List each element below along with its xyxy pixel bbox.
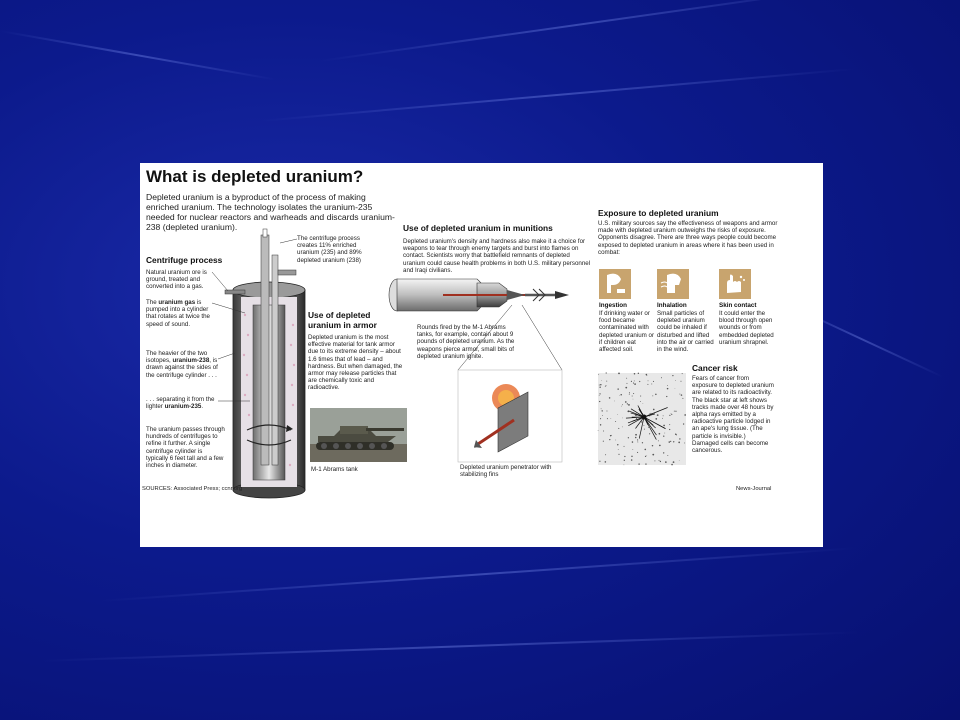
background-speck [602, 415, 603, 416]
background-speck [662, 418, 663, 419]
background-speck [658, 440, 659, 441]
skin-contact-label: Skin contact [719, 302, 757, 309]
background-speck [669, 415, 670, 416]
background-speck [600, 384, 601, 385]
background-speck [599, 386, 600, 387]
background-speck [622, 404, 623, 405]
background-speck [655, 394, 656, 395]
background-speck [634, 383, 636, 385]
background-speck [653, 409, 655, 411]
skin-contact-text: It could enter the blood through open wounds or from embedded depleted uranium shrapnel. [719, 310, 774, 346]
background-speck [628, 404, 630, 406]
background-speck [671, 413, 672, 414]
background-speck [643, 403, 644, 404]
background-speck [614, 401, 615, 402]
background-speck [675, 380, 676, 381]
background-speck [618, 428, 619, 429]
background-speck [672, 375, 673, 376]
background-streak [0, 30, 276, 81]
background-speck [633, 393, 634, 394]
background-speck [622, 426, 623, 427]
background-speck [624, 465, 625, 466]
alpha-track-star-image [598, 373, 686, 465]
exposure-heading: Exposure to depleted uranium [598, 208, 719, 218]
background-speck [665, 461, 667, 463]
background-speck [637, 439, 638, 440]
background-speck [610, 435, 611, 436]
background-speck [631, 456, 632, 457]
background-speck [605, 386, 606, 387]
background-speck [652, 454, 654, 456]
inhalation-icon [657, 269, 689, 299]
page-title: What is depleted uranium? [146, 167, 364, 186]
background-speck [668, 441, 670, 443]
background-speck [629, 392, 630, 393]
background-speck [649, 413, 650, 414]
background-speck [598, 430, 599, 431]
background-speck [619, 395, 620, 396]
background-speck [663, 415, 664, 416]
background-speck [621, 406, 622, 407]
background-speck [638, 463, 639, 464]
background-speck [606, 372, 607, 373]
background-speck [644, 429, 645, 430]
background-speck [617, 444, 618, 445]
background-speck [624, 460, 625, 461]
background-speck [633, 399, 634, 400]
background-speck [635, 437, 637, 439]
background-speck [643, 425, 644, 426]
background-speck [638, 442, 639, 443]
background-speck [626, 383, 627, 384]
background-speck [606, 381, 607, 382]
background-speck [669, 429, 670, 430]
background-speck [629, 394, 630, 395]
background-speck [671, 414, 672, 415]
background-speck [682, 373, 683, 374]
background-speck [609, 439, 610, 440]
background-speck [631, 381, 632, 382]
background-speck [617, 388, 618, 389]
centrifuge-top-caption: The centrifuge process creates 11% enriched uranium (235) and 89% depleted uranium (238) [297, 235, 362, 264]
background-speck [675, 388, 676, 389]
background-speck [654, 460, 655, 461]
background-streak [40, 631, 860, 662]
background-speck [615, 440, 616, 441]
background-speck [637, 452, 638, 453]
munitions-heading: Use of depleted uranium in munitions [403, 223, 553, 233]
background-speck [632, 441, 634, 443]
background-speck [618, 449, 619, 450]
centrifuge-heading: Centrifuge process [146, 255, 223, 265]
background-speck [603, 441, 604, 442]
ingestion-icon [599, 269, 631, 299]
penetrator-impact-image [458, 370, 562, 462]
background-streak [320, 0, 835, 62]
background-speck [648, 427, 649, 428]
background-speck [667, 388, 669, 390]
background-speck [618, 372, 620, 374]
background-speck [632, 449, 633, 450]
background-speck [638, 373, 639, 374]
background-speck [627, 403, 628, 404]
background-speck [617, 414, 618, 415]
skin-contact-icon [719, 269, 751, 299]
background-streak [260, 68, 858, 122]
background-speck [645, 463, 646, 464]
background-speck [659, 460, 660, 461]
background-speck [660, 461, 661, 462]
cancer-body: Fears of cancer from exposure to depleted uranium are related to its radioactivity. The black star at left shows tracks made over 48 hours by alpha rays emitted by a radioactive particle lodged in an ape's lung tissue. (The particle is invisible.) Damaged cells can become cancerous. [692, 375, 774, 455]
cancer-heading: Cancer risk [692, 363, 738, 373]
background-speck [646, 455, 647, 456]
background-speck [599, 393, 600, 394]
background-speck [605, 454, 606, 455]
intro-text: Depleted uranium is a byproduct of the process of making enriched uranium. The technology isolates the uranium-235 needed for nuclear reactors and warheads and discards uranium-238 (depleted uranium). [146, 192, 395, 232]
background-speck [669, 424, 670, 425]
background-speck [598, 374, 599, 375]
infographic-slide [140, 163, 823, 547]
background-speck [659, 445, 661, 447]
background-speck [679, 394, 680, 395]
exposure-body: U.S. military sources say the effectiveness of weapons and armor made with depleted uranium outweighs the risks of exposure. Opponents disagree. There are three ways people could become exposed to depleted uranium in areas where it has been used in combat: [598, 220, 778, 256]
background-speck [607, 418, 608, 419]
background-speck [632, 395, 633, 396]
background-speck [642, 442, 643, 443]
background-speck [664, 433, 665, 434]
background-speck [599, 384, 600, 385]
background-speck [626, 378, 627, 379]
background-speck [599, 401, 600, 402]
inhalation-text: Small particles of depleted uranium could be inhaled if disturbed and lifted into the air or carried in the wind. [657, 310, 714, 354]
background-speck [679, 460, 680, 461]
background-speck [606, 410, 607, 411]
background-speck [606, 385, 607, 386]
background-speck [645, 456, 646, 457]
background-speck [605, 461, 607, 463]
background-speck [684, 443, 685, 444]
background-speck [636, 418, 637, 419]
background-speck [682, 398, 683, 399]
armor-heading: Use of depleted uranium in armor [308, 310, 377, 330]
ingestion-text: If drinking water or food became contaminated with depleted uranium or if children eat affected soil. [599, 310, 655, 354]
background-speck [680, 381, 681, 382]
ingestion-label: Ingestion [599, 302, 627, 309]
centrifuge-step-4: . . . separating it from the lighter uranium-235. [146, 396, 215, 411]
background-speck [601, 408, 602, 409]
background-speck [628, 437, 629, 438]
background-speck [661, 377, 662, 378]
background-speck [624, 446, 625, 447]
background-speck [663, 452, 664, 453]
background-speck [663, 425, 665, 427]
background-speck [648, 380, 649, 381]
background-speck [599, 461, 600, 462]
background-speck [675, 434, 676, 435]
background-speck [625, 401, 627, 403]
background-speck [601, 380, 602, 381]
background-speck [622, 418, 623, 419]
background-speck [615, 421, 616, 422]
penetrator-caption: Depleted uranium penetrator with stabilizing fins [460, 464, 552, 479]
news-journal-credit: News-Journal [736, 486, 772, 492]
background-speck [633, 382, 634, 383]
centrifuge-step-1: Natural uranium ore is ground, treated and converted into a gas. [146, 269, 207, 291]
background-speck [670, 441, 671, 442]
background-speck [678, 442, 680, 444]
background-speck [649, 433, 650, 434]
background-speck [624, 456, 625, 457]
background-speck [637, 440, 638, 441]
sources-credit: SOURCES: Associated Press; ccnr.org [142, 486, 243, 492]
background-streak [100, 547, 858, 602]
background-speck [652, 445, 653, 446]
background-speck [610, 418, 611, 419]
background-speck [640, 396, 641, 397]
background-speck [625, 387, 627, 389]
background-speck [683, 423, 684, 424]
centrifuge-step-2: The uranium gas is pumped into a cylinder that rotates at twice the speed of sound. [146, 299, 210, 328]
background-speck [651, 384, 652, 385]
background-speck [601, 410, 602, 411]
background-speck [641, 421, 642, 422]
background-speck [634, 380, 635, 381]
background-speck [647, 384, 648, 385]
background-speck [673, 461, 675, 463]
background-speck [640, 401, 641, 402]
rounds-text: Rounds fired by the M-1 Abrams tanks, for example, contain about 9 pounds of depleted uranium. As the weapons pierce armor, small bits of depleted uranium ignite. [417, 324, 515, 360]
background-speck [667, 385, 668, 386]
background-speck [644, 449, 646, 451]
munitions-body: Depleted uranium's density and hardness also make it a choice for weapons to tear through enemy targets and burst into flames on contact. Scientists worry that battlefield remnants of depleted uranium could cause health problems in both U.S. military personnel and Iraqi civilians. [403, 238, 591, 274]
background-speck [620, 394, 621, 395]
background-speck [609, 397, 611, 399]
tank-caption: M-1 Abrams tank [311, 466, 358, 473]
background-speck [659, 433, 661, 435]
background-speck [634, 373, 636, 375]
background-speck [653, 381, 654, 382]
background-speck [652, 395, 653, 396]
inhalation-label: Inhalation [657, 302, 687, 309]
background-speck [666, 396, 667, 397]
background-speck [655, 418, 657, 420]
background-speck [657, 414, 659, 416]
background-speck [673, 441, 674, 442]
background-speck [663, 436, 664, 437]
armor-body: Depleted uranium is the most effective material for tank armor due to its extreme density – about 1.6 times that of lead – and hardness. But when damaged, the armor may release particles that are chemically toxic and radioactive. [308, 334, 403, 392]
background-speck [635, 434, 637, 436]
background-speck [675, 411, 676, 412]
background-speck [646, 374, 648, 376]
background-speck [674, 411, 675, 412]
background-speck [671, 464, 673, 466]
background-speck [599, 395, 600, 396]
background-speck [600, 424, 601, 425]
background-speck [639, 381, 640, 382]
background-speck [649, 416, 650, 417]
centrifuge-step-5: The uranium passes through hundreds of centrifuges to refine it further. A single centrifuge cylinder is typically 6 feet tall and a few inches in diameter. [146, 426, 225, 470]
background-speck [667, 455, 668, 456]
background-speck [681, 394, 682, 395]
background-speck [600, 418, 601, 419]
background-speck [679, 438, 680, 439]
background-speck [684, 414, 686, 416]
background-speck [603, 430, 604, 431]
background-speck [631, 459, 633, 461]
background-speck [618, 454, 619, 455]
centrifuge-step-3: The heavier of the two isotopes, uranium-238, is drawn against the sides of the centrifuge cylinder . . . [146, 350, 218, 379]
